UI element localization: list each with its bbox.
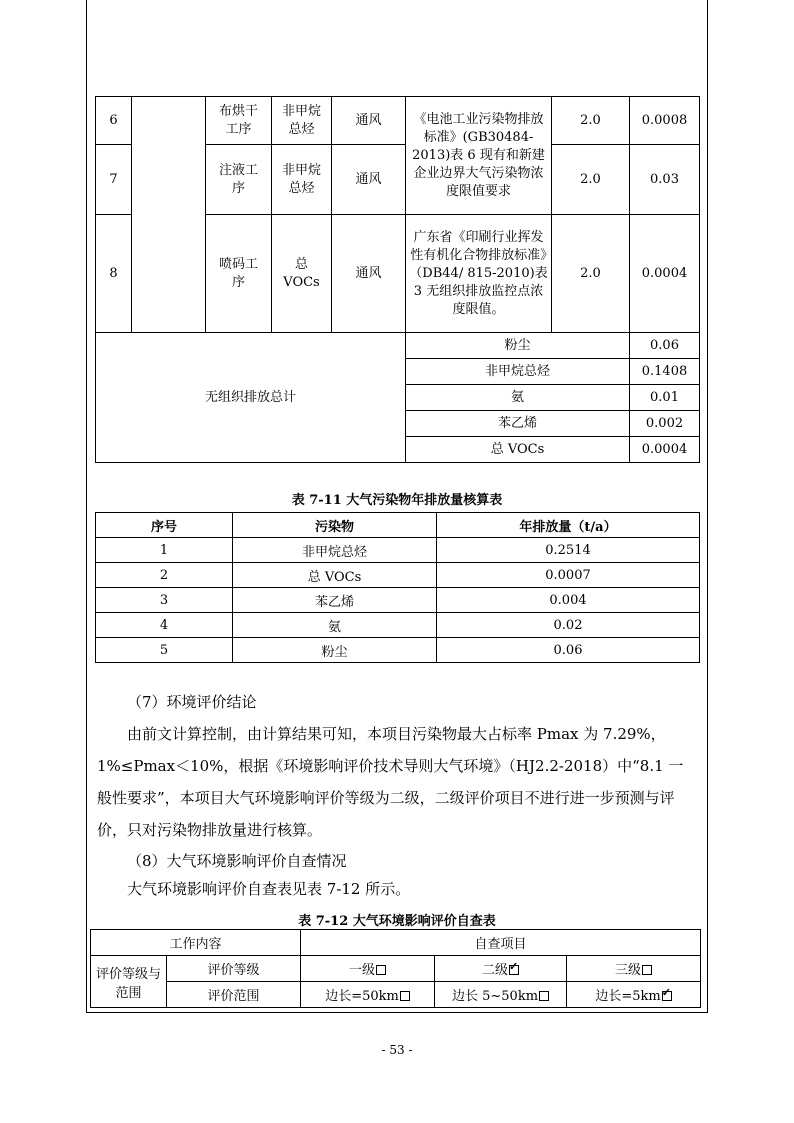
checkbox-icon[interactable] (400, 991, 410, 1001)
total-value: 0.06 (630, 333, 700, 359)
total-pollutant: 粉尘 (406, 333, 630, 359)
cell: 3 (96, 588, 233, 613)
option-label: 边长=50km (325, 989, 399, 1004)
option-label: 三级 (615, 963, 642, 978)
cell: 总 VOCs (233, 563, 437, 588)
cell: 1 (96, 538, 233, 563)
control-mode-cell: 通风 (332, 215, 406, 333)
page-number: - 53 - (381, 1043, 413, 1057)
control-mode-cell: 通风 (332, 97, 406, 145)
cell: 5 (96, 638, 233, 663)
cell: 非甲烷总烃 (233, 538, 437, 563)
option-label: 边长 5~50km (451, 989, 539, 1004)
cell: 粉尘 (233, 638, 437, 663)
checked-checkbox-icon[interactable] (509, 965, 519, 975)
table-caption: 表 7-12 大气环境影响评价自查表 (298, 914, 496, 929)
total-value: 0.0004 (630, 437, 700, 463)
total-row (96, 333, 700, 359)
pollutant-cell: 非甲烷 总烃 (272, 145, 332, 215)
pollutant-cell: 总 VOCs (272, 215, 332, 333)
cell: 0.2514 (437, 538, 700, 563)
paragraph: 大气环境影响评价自查表见表 7-12 所示。 (127, 880, 411, 898)
header-work-content: 工作内容 (91, 930, 301, 956)
column-header: 年排放量（t/a） (437, 513, 700, 538)
control-mode-cell: 通风 (332, 145, 406, 215)
standard-cell: 广东省《印刷行业挥发性有机化合物排放标准》（DB44/ 815-2010)表 3 无组织排放监控点浓度限值。 (406, 215, 552, 333)
cell: 0.0007 (437, 563, 700, 588)
annual-emission-table (95, 512, 700, 663)
limit-cell: 2.0 (552, 145, 630, 215)
total-pollutant: 非甲烷总烃 (406, 359, 630, 385)
cell: 4 (96, 613, 233, 638)
cell: 0.02 (437, 613, 700, 638)
self-check-table (90, 929, 701, 1008)
table-row (91, 956, 701, 982)
total-value: 0.1408 (630, 359, 700, 385)
process-cell: 喷码工 序 (206, 215, 272, 333)
table-row (96, 563, 700, 588)
standard-cell: 《电池工业污染物排放标准》(GB30484-2013)表 6 现有和新建企业边界大气污染物浓度限值要求 (406, 97, 552, 215)
amount-cell: 0.0008 (630, 97, 700, 145)
table-row (96, 538, 700, 563)
option-label: 一级 (349, 963, 376, 978)
option-label: 二级 (482, 963, 509, 978)
total-value: 0.01 (630, 385, 700, 411)
amount-cell: 0.0004 (630, 215, 700, 333)
column-header: 污染物 (233, 513, 437, 538)
checkbox-icon[interactable] (642, 965, 652, 975)
pollutant-cell: 非甲烷 总烃 (272, 97, 332, 145)
section-heading: （7）环境评价结论 (127, 693, 257, 711)
option-cell (567, 956, 701, 982)
row-number: 6 (96, 97, 132, 145)
option-cell (435, 956, 567, 982)
option-cell (301, 982, 435, 1008)
total-value: 0.002 (630, 411, 700, 437)
cell: 2 (96, 563, 233, 588)
table-header-row (96, 513, 700, 538)
table-caption: 表 7-11 大气污染物年排放量核算表 (291, 493, 503, 508)
header-check-items: 自查项目 (301, 930, 701, 956)
total-pollutant: 苯乙烯 (406, 411, 630, 437)
table-header-row (91, 930, 701, 956)
checked-checkbox-icon[interactable] (662, 991, 672, 1001)
limit-cell: 2.0 (552, 215, 630, 333)
table-row (96, 638, 700, 663)
table-row (96, 613, 700, 638)
amount-cell: 0.03 (630, 145, 700, 215)
row-label: 评价等级 (167, 956, 301, 982)
total-label: 无组织排放总计 (96, 333, 406, 463)
checkbox-icon[interactable] (376, 965, 386, 975)
cell: 氨 (233, 613, 437, 638)
checkbox-icon[interactable] (539, 991, 549, 1001)
table-row (91, 982, 701, 1008)
total-pollutant: 总 VOCs (406, 437, 630, 463)
table-row (96, 588, 700, 613)
option-label: 边长=5km (595, 989, 661, 1004)
empty-merged-cell (132, 97, 206, 333)
cell: 0.06 (437, 638, 700, 663)
limit-cell: 2.0 (552, 97, 630, 145)
emission-table-continued (95, 96, 700, 463)
table-row (96, 97, 700, 145)
group-label: 评价等级与范围 (91, 956, 167, 1008)
option-cell (567, 982, 701, 1008)
row-label: 评价范围 (167, 982, 301, 1008)
option-cell (435, 982, 567, 1008)
option-cell (301, 956, 435, 982)
cell: 0.004 (437, 588, 700, 613)
process-cell: 注液工 序 (206, 145, 272, 215)
row-number: 7 (96, 145, 132, 215)
section-heading: （8）大气环境影响评价自查情况 (127, 852, 347, 870)
process-cell: 布烘干 工序 (206, 97, 272, 145)
row-number: 8 (96, 215, 132, 333)
column-header: 序号 (96, 513, 233, 538)
cell: 苯乙烯 (233, 588, 437, 613)
total-pollutant: 氨 (406, 385, 630, 411)
paragraph: 由前文计算控制，由计算结果可知，本项目污染物最大占标率 Pmax 为 7.29%，1%≤Pmax＜10%，根据《环境影响评价技术导则大气环境》（HJ2.2-2018）中“8.1 一般性要求”，本项目大气环境影响评价等级为二级，二级评价项目不进行进一步预测与评价，只对污染物排放量进行核算。 (97, 725, 684, 839)
